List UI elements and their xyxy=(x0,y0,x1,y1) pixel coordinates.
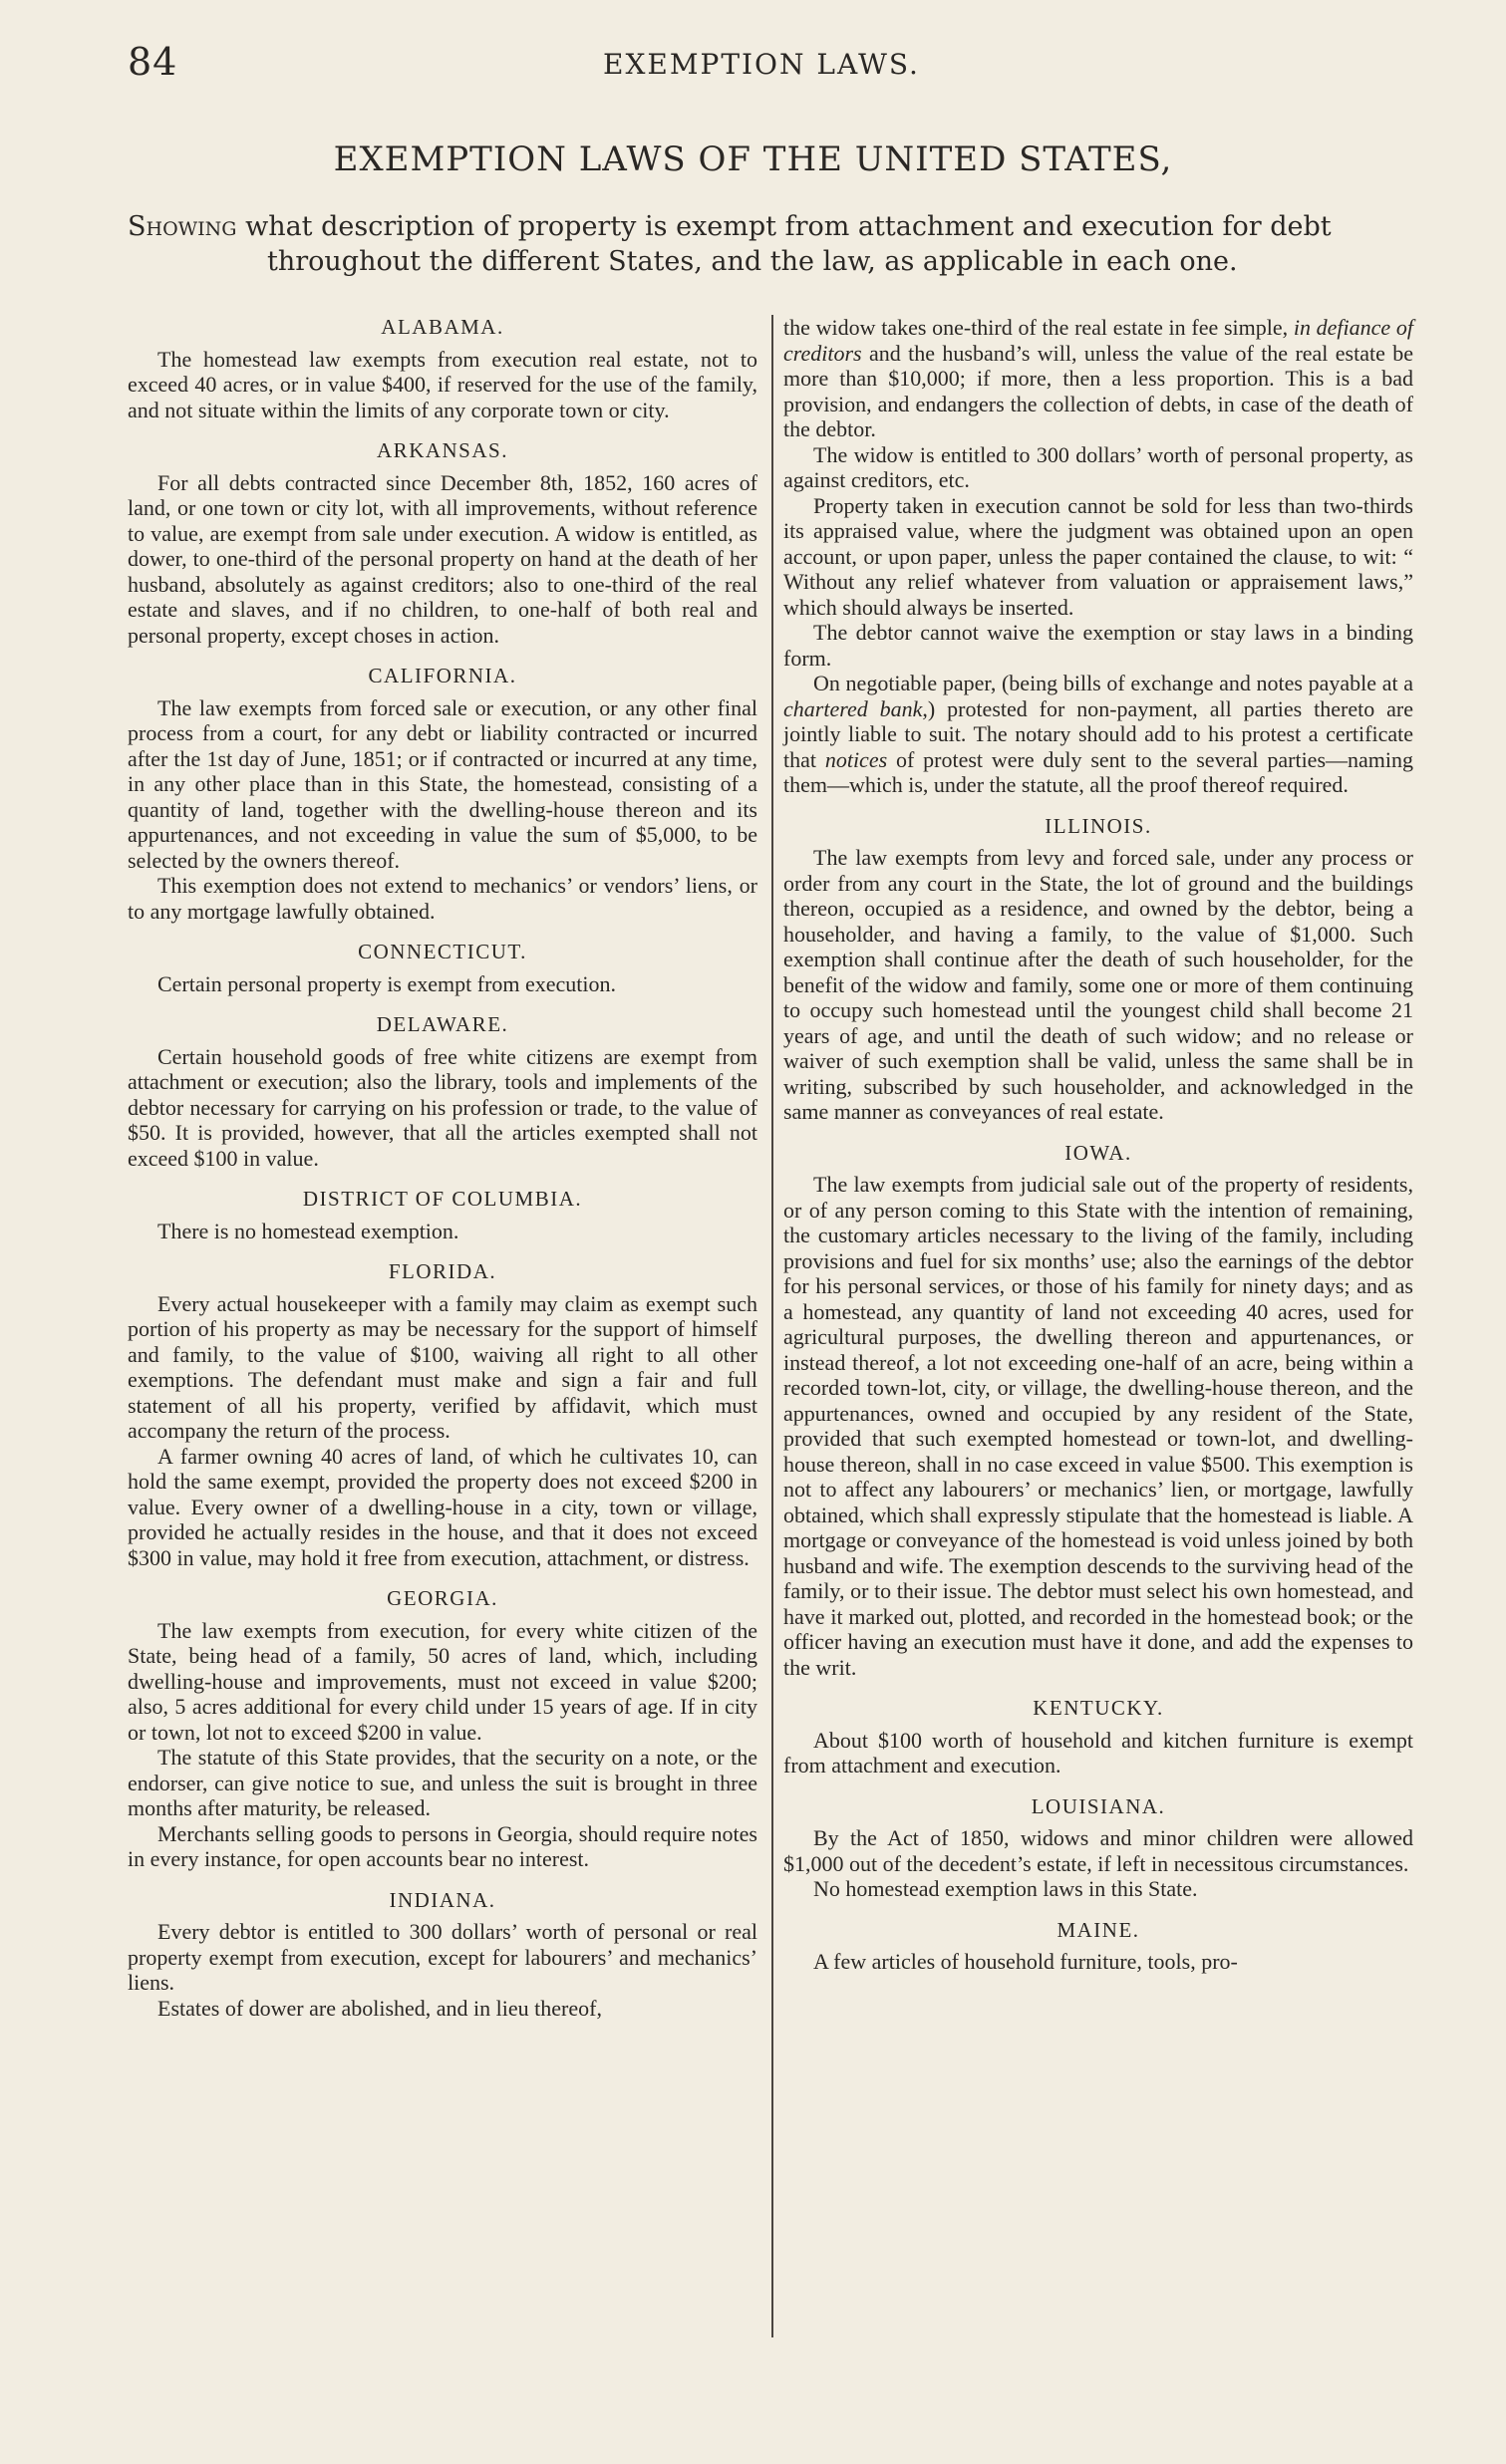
paragraph: A few articles of household furniture, tools, pro- xyxy=(813,1949,1238,1974)
text-run: of protest were duly sent to the several parties—naming them—which is, under the statute, all the proof thereof required. xyxy=(783,746,1413,797)
page-title: EXEMPTION LAWS OF THE UNITED STATES, xyxy=(333,139,1173,179)
paragraph: The law exempts from forced sale or execution, or any other final process from a court, for any debt or liability contracted or incurred after the 1st day of June, 1851; or if contracted or incurred at any time, in any other place than in this State, the homestead, consisting of a quantity of land, together with the dwelling-house thereon and its appurtenances, and not exceeding in value the sum of $5,000, to be selected by the owners thereof. xyxy=(128,694,757,873)
paragraph: No homestead exemption laws in this State. xyxy=(813,1876,1198,1901)
paragraph: The law exempts from levy and forced sale, under any process or order from any court in the State, the lot of ground and the buildings thereon, occupied as a residence, and owned by the debtor, being a householder, and having a family, to the value of $1,000. Such exemption shall continue after the death of such householder, for the benefit of the widow and family, some one or more of them continuing to occupy such homestead until the youngest child shall become 21 years of age, and until the death of such widow; and no release or waiver of such exemption shall be valid, unless the same shall be in writing, subscribed by such householder, and acknowledged in the same manner as conveyances of real estate. xyxy=(783,845,1413,1124)
text-run: the widow takes one-third of the real estate in fee simple, xyxy=(783,315,1289,340)
section-heading-georgia: GEORGIA. xyxy=(387,1586,498,1610)
section-heading-iowa: IOWA. xyxy=(1064,1140,1132,1165)
paragraph: The law exempts from execution, for every white citizen of the State, being head of a family, 50 acres of land, which, including dwelling-house and improvements, must not exceed in value $200; also, 5 acres additional for every child under 15 years of age. If in city or town, lot not to exceed $200 in value. xyxy=(128,1617,757,1745)
intro-lead: Showing xyxy=(128,211,237,242)
section-heading-illinois: ILLINOIS. xyxy=(1045,813,1152,838)
paragraph: The debtor cannot waive the exemption or stay laws in a binding form. xyxy=(783,620,1413,671)
paragraph: The homestead law exempts from execution real estate, not to exceed 40 acres, or in value $400, if reserved for the use of the family, and not situate within the limits of any corporate town or city. xyxy=(128,346,757,422)
paragraph: The widow is entitled to 300 dollars’ worth of personal property, as against creditors, etc. xyxy=(783,441,1413,492)
section-heading-louisiana: LOUISIANA. xyxy=(1031,1793,1166,1818)
paragraph: This exemption does not extend to mechanics’ or vendors’ liens, or to any mortgage lawfully obtained. xyxy=(128,873,757,924)
running-title: EXEMPTION LAWS. xyxy=(603,48,920,81)
section-heading-florida: FLORIDA. xyxy=(388,1259,497,1283)
intro-line-1: what description of property is exempt from attachment and execution for debt xyxy=(245,211,1332,242)
paragraph: A farmer owning 40 acres of land, of which he cultivates 10, can hold the same exempt, provided the property does not exceed $200 in value. Every owner of a dwelling-house in a city, town or village, provided he actually resides in the house, and that it does not exceed $300 in value, may hold it free from execution, attachment, or distress. xyxy=(128,1443,757,1570)
paragraph: About $100 worth of household and kitchen furniture is exempt from attachment and execution. xyxy=(783,1727,1413,1778)
paragraph xyxy=(783,315,1413,442)
running-head xyxy=(0,40,1506,90)
paragraph: For all debts contracted since December 8th, 1852, 160 acres of land, or one town or city lot, with all improvements, without reference to value, are exempt from sale under execution. A widow is entitled, as dower, to one-third of the personal property on hand at the death of her husband, absolutely as against creditors; also to one-third of the real estate and slaves, and if no children, to one-half of both real and personal property, except choses in action. xyxy=(128,469,757,648)
section-heading-district-of-columbia: DISTRICT OF COLUMBIA. xyxy=(302,1187,583,1211)
paragraph: Estates of dower are abolished, and in lieu thereof, xyxy=(157,1995,602,2021)
left-column xyxy=(128,315,757,2021)
text-run: and the husband’s will, unless the value of the real estate be more than $10,000; if more, then a less proportion. This is a bad provision, and endangers the collection of debts, in case of the death of the debtor. xyxy=(783,340,1413,441)
paragraph: The statute of this State provides, that the security on a note, or the endorser, can give notice to sue, and unless the suit is brought in three months after maturity, be released. xyxy=(128,1745,757,1820)
right-column xyxy=(783,315,1413,1975)
section-heading-delaware: DELAWARE. xyxy=(376,1012,509,1036)
section-heading-alabama: ALABAMA. xyxy=(381,315,504,339)
paragraph: By the Act of 1850, widows and minor children were allowed $1,000 out of the decedent’s estate, if left in necessitous circumstances. xyxy=(783,1825,1413,1876)
paragraph xyxy=(783,671,1413,798)
paragraph: Certain household goods of free white citizens are exempt from attachment or execution; also the library, tools and implements of the debtor necessary for carrying on his profession or trade, to the value of $50. It is provided, however, that all the articles exempted shall not exceed $100 in value. xyxy=(128,1043,757,1171)
section-heading-maine: MAINE. xyxy=(1056,1917,1140,1942)
italic-text: notices xyxy=(824,746,888,772)
text-run: ,) protested for non-payment, all parties thereto are jointly liable to suit. The notary should add to his protest a certificate that xyxy=(783,695,1413,772)
paragraph: There is no homestead exemption. xyxy=(157,1218,459,1243)
italic-text: chartered bank xyxy=(783,695,923,721)
paragraph: Every debtor is entitled to 300 dollars’ worth of personal or real property exempt from execution, except for labourers’ and mechanics’ liens. xyxy=(128,1919,757,1995)
intro-paragraph xyxy=(128,209,1423,279)
section-heading-arkansas: ARKANSAS. xyxy=(377,438,508,462)
intro-line-2: throughout the different States, and the law, as applicable in each one. xyxy=(267,246,1238,277)
section-heading-kentucky: KENTUCKY. xyxy=(1033,1696,1164,1720)
section-heading-indiana: INDIANA. xyxy=(389,1887,496,1912)
paragraph: The law exempts from judicial sale out of the property of residents, or of any person coming to this State with the intention of remaining, the customary articles necessary to the living of the family, including provisions and fuel for six months’ use; also the earnings of the debtor for his personal services, or those of his family for ninety days; and as a homestead, any quantity of land not exceeding 40 acres, used for agricultural purposes, the dwelling thereon and appurtenances, or instead thereof, a lot not exceeding one-half of an acre, being within a recorded town-lot, city, or village, the dwelling-house thereon, and the appurtenances, owned and occupied by any resident of the State, provided that such exempted homestead or town-lot, and dwelling-house thereon, shall in no case exceed in value $500. This exemption is not to affect any labourers’ or mechanics’ lien, or mortgage, lawfully obtained, which shall expressly stipulate that the homestead is liable. A mortgage or conveyance of the homestead is void unless joined by both husband and wife. The exemption descends to the surviving head of the family, or to their issue. The debtor must select his own homestead, and have it marked out, plotted, and recorded in the homestead book; or the officer having an execution must have it done, and add the expenses to the writ. xyxy=(783,1172,1413,1680)
section-heading-california: CALIFORNIA. xyxy=(368,664,517,687)
paragraph: Merchants selling goods to persons in Georgia, should require notes in every instance, for open accounts bear no interest. xyxy=(128,1820,757,1871)
italic-text: in defiance of creditors xyxy=(783,315,1413,366)
section-heading-connecticut: CONNECTICUT. xyxy=(358,940,527,963)
column-divider xyxy=(771,315,773,2337)
page-number: 84 xyxy=(128,40,178,84)
paragraph: Certain personal property is exempt from execution. xyxy=(157,970,617,996)
paragraph: Property taken in execution cannot be sold for less than two-thirds its appraised value, where the judgment was obtained upon an open account, or upon paper, unless the paper contained the clause, to wit: “ Without any relief whatever from valuation or appraisement laws,” which should always be inserted. xyxy=(783,492,1413,620)
paragraph: Every actual housekeeper with a family may claim as exempt such portion of his property as may be necessary for the support of himself and family, to the value of $100, waiving all right to all other exemptions. The defendant must make and sign a fair and full statement of all his property, verified by affidavit, which must accompany the return of the process. xyxy=(128,1290,757,1443)
text-run: On negotiable paper, (being bills of exchange and notes payable at a xyxy=(813,671,1413,695)
